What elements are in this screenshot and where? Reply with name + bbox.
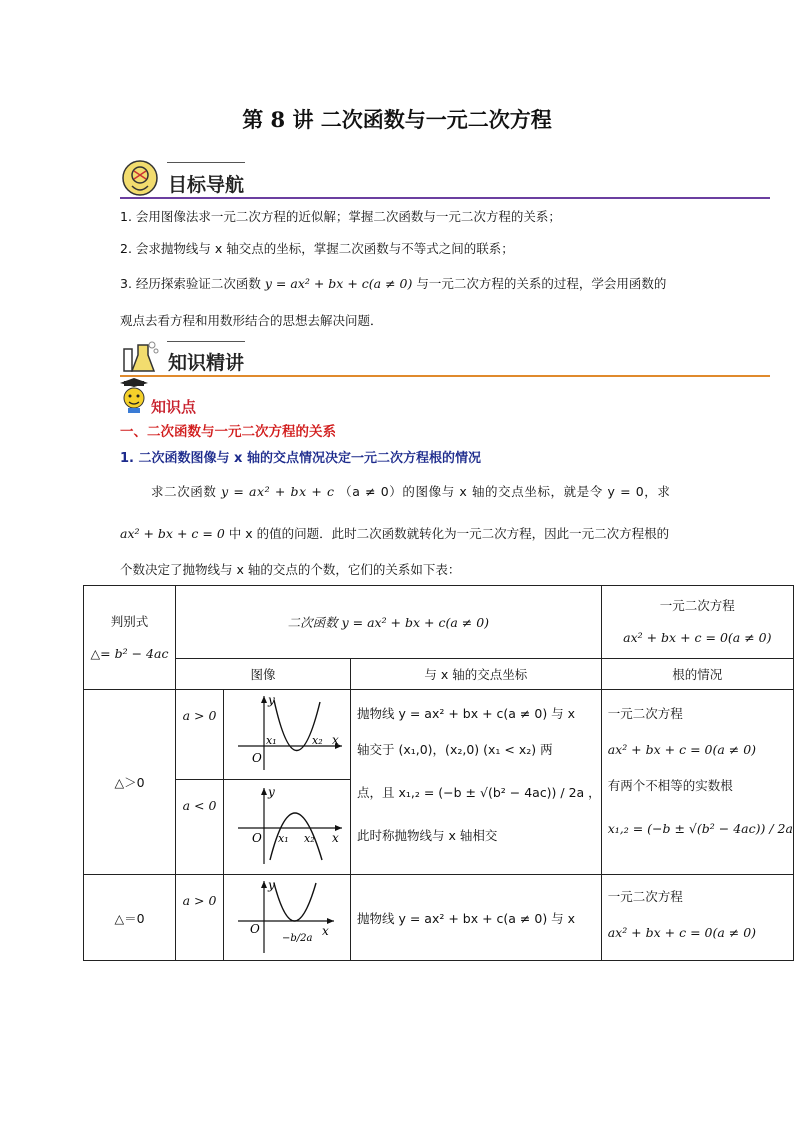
paragraph-1-formula: y = ax² + bx + c xyxy=(221,484,335,499)
row2-roots xyxy=(601,875,793,961)
x-label: x xyxy=(332,831,339,845)
goal-item-3-text-a: 3. 经历探索验证二次函数 xyxy=(120,276,261,291)
row1-cond-a: a > 0 xyxy=(176,690,224,780)
flask-icon xyxy=(120,337,160,377)
row1-discriminant: △＞0 xyxy=(84,690,176,875)
y-axis-arrow xyxy=(261,788,267,795)
header-intersect: 与 x 轴的交点坐标 xyxy=(351,659,602,690)
goals-heading-overline xyxy=(167,162,245,163)
graph-downward-two-roots xyxy=(224,780,350,871)
row2-roots-line-2: ax² + bx + c = 0(a ≠ 0) xyxy=(607,925,757,940)
paragraph-2-formula: ax² + bx + c = 0 xyxy=(120,526,225,541)
y-axis-arrow xyxy=(261,881,267,888)
goals-heading: 目标导航 xyxy=(168,174,245,196)
knowledge-rule xyxy=(120,375,770,377)
paragraph-1 xyxy=(151,483,671,501)
paragraph-1-b: （a ≠ 0）的图像与 x 轴的交点坐标，就是令 y = 0，求 xyxy=(339,484,671,499)
row1-intersect xyxy=(351,690,602,875)
row1-roots-line-4: x₁,₂ = (−b ± √(b² − 4ac)) / 2a xyxy=(607,821,793,836)
goal-item-3-cont: 观点去看方程和用数形结合的思想去解决问题． xyxy=(120,313,383,328)
row2-discriminant: △＝0 xyxy=(84,875,176,961)
goals-rule xyxy=(120,197,770,199)
row1-roots xyxy=(601,690,793,875)
row1-graph-b xyxy=(224,780,351,875)
paragraph-1-a: 求二次函数 xyxy=(151,484,217,499)
goal-item-2: 2. 会求抛物线与 x 轴交点的坐标，掌握二次函数与不等式之间的联系； xyxy=(120,241,514,256)
knowledge-heading: 知识精讲 xyxy=(168,352,245,374)
header-roots: 根的情况 xyxy=(601,659,793,690)
header-graph: 图像 xyxy=(176,659,351,690)
vertex-label: −b/2a xyxy=(282,933,313,944)
parabola xyxy=(274,883,316,921)
paragraph-3: 个数决定了抛物线与 x 轴的交点的个数，它们的关系如下表： xyxy=(120,562,461,577)
row1-intersect-line-2: 轴交于 (x₁,0)，(x₂,0) (x₁ < x₂) 两 xyxy=(357,742,553,757)
row1-graph-a xyxy=(224,690,351,780)
paragraph-2 xyxy=(120,525,669,543)
origin-label: O xyxy=(252,831,262,845)
origin-label: O xyxy=(250,922,260,936)
y-label: y xyxy=(268,878,275,892)
row1-roots-line-3: 有两个不相等的实数根 xyxy=(607,778,733,793)
origin-label: O xyxy=(252,751,262,765)
graph-upward-one-root xyxy=(224,875,350,957)
goal-item-3-text-b: 与一元二次方程的关系的过程，学会用函数的 xyxy=(416,276,667,291)
y-label: y xyxy=(268,693,275,707)
header-equation xyxy=(601,586,793,659)
row1-roots-line-1: 一元二次方程 xyxy=(607,706,683,721)
page-title: 第 8 讲 二次函数与一元二次方程 xyxy=(242,107,552,132)
row2-intersect xyxy=(351,875,602,961)
header-equation-formula: ax² + bx + c = 0(a ≠ 0) xyxy=(623,630,772,645)
x-label: x xyxy=(322,924,329,938)
x-label: x xyxy=(332,733,339,747)
relation-table xyxy=(83,585,794,961)
goal-item-3-formula: y = ax² + bx + c(a ≠ 0) xyxy=(264,276,413,291)
header-equation-label: 一元二次方程 xyxy=(659,598,735,613)
row1-intersect-line-1: 抛物线 y = ax² + bx + c(a ≠ 0) 与 x xyxy=(357,706,576,721)
x1-label: x₁ xyxy=(278,832,289,845)
knowledge-heading-overline xyxy=(167,341,245,342)
row2-graph-a xyxy=(224,875,351,961)
goal-item-3 xyxy=(120,275,666,293)
header-discriminant xyxy=(84,586,176,690)
header-discriminant-label: 判别式 xyxy=(110,613,149,629)
row1-intersect-line-3: 点，且 x₁,₂ = (−b ± √(b² − 4ac)) / 2a ， xyxy=(357,785,601,800)
header-function-text: 二次函数 y = ax² + bx + c(a ≠ 0) xyxy=(287,615,490,630)
x2-label: x₂ xyxy=(304,832,315,845)
subheading-1: 一、二次函数与一元二次方程的关系 xyxy=(120,424,336,440)
row2-roots-line-1: 一元二次方程 xyxy=(607,889,683,904)
y-label: y xyxy=(268,785,275,799)
row1-roots-line-2: ax² + bx + c = 0(a ≠ 0) xyxy=(607,742,757,757)
knowledge-point-label: 知识点 xyxy=(151,398,197,416)
paragraph-2-text: 中 x 的值的问题．此时二次函数就转化为一元二次方程，因此一元二次方程根的 xyxy=(228,526,670,541)
row2-intersect-line-1: 抛物线 y = ax² + bx + c(a ≠ 0) 与 x xyxy=(357,910,576,926)
row1-intersect-line-4: 此时称抛物线与 x 轴相交 xyxy=(357,828,498,843)
graph-upward-two-roots xyxy=(224,690,350,776)
x2-label: x₂ xyxy=(312,734,323,747)
y-axis-arrow xyxy=(261,696,267,703)
header-discriminant-formula: △= b² − 4ac xyxy=(90,645,169,661)
header-function xyxy=(176,586,602,659)
row1-cond-b: a < 0 xyxy=(176,780,224,875)
x1-label: x₁ xyxy=(266,734,277,747)
subheading-1-1: 1. 二次函数图像与 x 轴的交点情况决定一元二次方程根的情况 xyxy=(120,451,481,466)
goals-header-icon xyxy=(120,158,160,198)
goal-item-1: 1. 会用图像法求一元二次方程的近似解；掌握二次函数与一元二次方程的关系； xyxy=(120,209,561,224)
row2-cond-a: a > 0 xyxy=(176,875,224,961)
knowledge-point-icon xyxy=(118,378,152,414)
